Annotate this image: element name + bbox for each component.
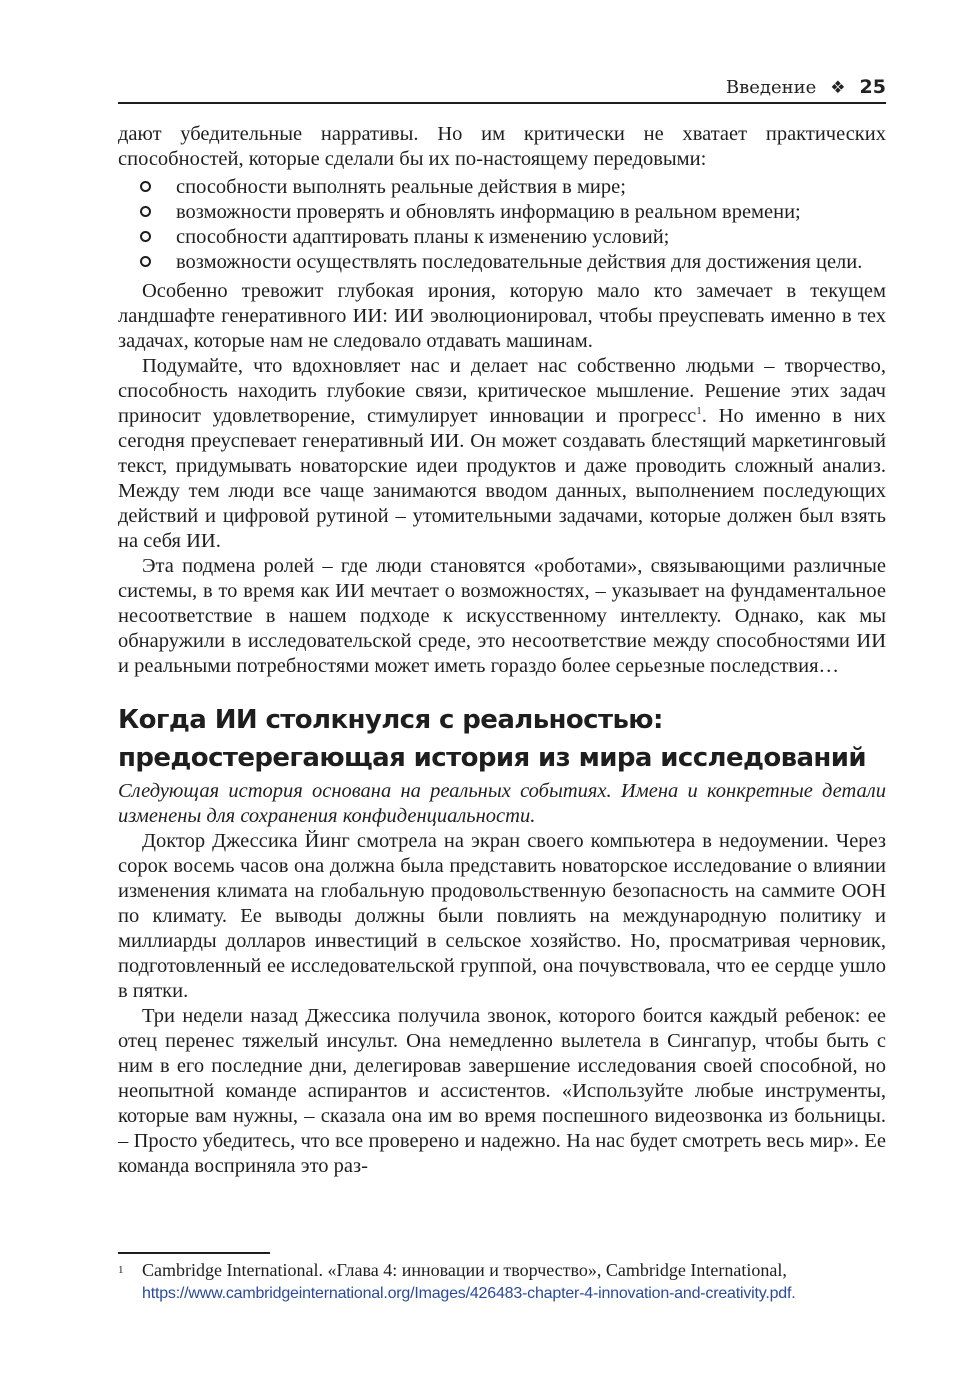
list-item: способности выполнять реальные действия в мире;: [118, 175, 886, 200]
list-item: способности адаптировать планы к изменению условий;: [118, 225, 886, 250]
page-body: [118, 122, 886, 1179]
list-item: возможности осуществлять последовательные действия для достижения цели.: [118, 250, 886, 275]
footnote: 1 Cambridge International. «Глава 4: инновации и творчество», Cambridge International, https://www.cambridgeinternational.org/Images/426483-chapter-4-innovation-and-creativity.pdf.: [118, 1260, 796, 1302]
footnote-mark: 1: [118, 1264, 124, 1276]
footnote-link[interactable]: https://www.cambridgeinternational.org/Images/426483-chapter-4-innovation-and-creativity.pdf: [142, 1285, 792, 1302]
paragraph-irony: Особенно тревожит глубокая ирония, которую мало кто замечает в текущем ландшафте генеративного ИИ: ИИ эволюционировал, чтобы преуспевать именно в тех задачах, которые нам не следовало отдавать машинам.: [118, 280, 886, 352]
footnote-rule: [118, 1252, 270, 1254]
section-lead: Следующая история основана на реальных событиях. Имена и конкретные детали изменены для сохранения конфиденциальности.: [118, 780, 886, 827]
paragraph-call: Три недели назад Джессика получила звонок, которого боится каждый ребенок: ее отец перенес тяжелый инсульт. Она немедленно вылетела в Сингапур, чтобы быть с ним в его последние дни, делегировав завершение исследования своей способной, но неопытной команде аспирантов и ассистентов. «Используйте любые инструменты, которые вам нужны, – сказала она им во время поспешного видеозвонка из больницы. – Просто убедитесь, что все проверено и надежно. На нас будет смотреть весь мир». Ее команда восприняла это раз-: [118, 1005, 886, 1177]
section-title: Когда ИИ столкнулся с реальностью: предостерегающая история из мира исследований: [118, 705, 867, 773]
circle-bullet-icon: [140, 231, 151, 242]
intro-paragraph: дают убедительные нарративы. Но им критически не хватает практических способностей, которые сделали бы их по-настоящему передовыми:: [118, 123, 886, 170]
fleuron-icon: ❖: [830, 78, 846, 98]
page-number: 25: [859, 76, 886, 98]
bullet-list: [118, 175, 886, 275]
footnote-ref[interactable]: 1: [696, 405, 702, 418]
paragraph-jessica: Доктор Джессика Йинг смотрела на экран своего компьютера в недоумении. Через сорок восемь часов она должна была представить новаторское исследование о влиянии изменения климата на глобальную продовольственную безопасность на саммите ООН по климату. Ее выводы должны были повлиять на международную политику и миллиарды долларов инвестиций в сельское хозяйство. Но, просматривая черновик, подготовленный ее исследовательской группой, она почувствовала, что ее сердце ушло в пятки.: [118, 830, 886, 1002]
running-head: [726, 76, 886, 98]
paragraph-roles: Эта подмена ролей – где люди становятся «роботами», связывающими различные системы, в то время как ИИ мечтает о возможностях, – указывает на фундаментальное несоответствие в нашем подходе к искусственному интеллекту. Однако, как мы обнаружили в исследовательской среде, это несоответствие между способностями ИИ и реальными потребностями может иметь гораздо более серьезные последствия…: [118, 555, 886, 677]
header-rule: [118, 102, 886, 104]
paragraph-creativity: Подумайте, что вдохновляет нас и делает нас собственно людьми – творчество, способность находить глубокие связи, критическое мышление. Решение этих задач приносит удовлетворение, стимулирует инновации и прогресс$^1$. Но именно в них сегодня преуспевает генеративный ИИ. Он может создавать блестящий маркетинговый текст, придумывать новаторские идеи продуктов и даже проводить сложный анализ. Между тем люди все чаще занимаются вводом данных, выполнением последующих действий и цифровой рутиной – утомительными задачами, которые должен был взять на себя ИИ.: [118, 355, 886, 552]
circle-bullet-icon: [140, 256, 151, 267]
list-item: возможности проверять и обновлять информацию в реальном времени;: [118, 200, 886, 225]
circle-bullet-icon: [140, 206, 151, 217]
circle-bullet-icon: [140, 181, 151, 192]
running-head-section: Введение: [725, 77, 817, 98]
